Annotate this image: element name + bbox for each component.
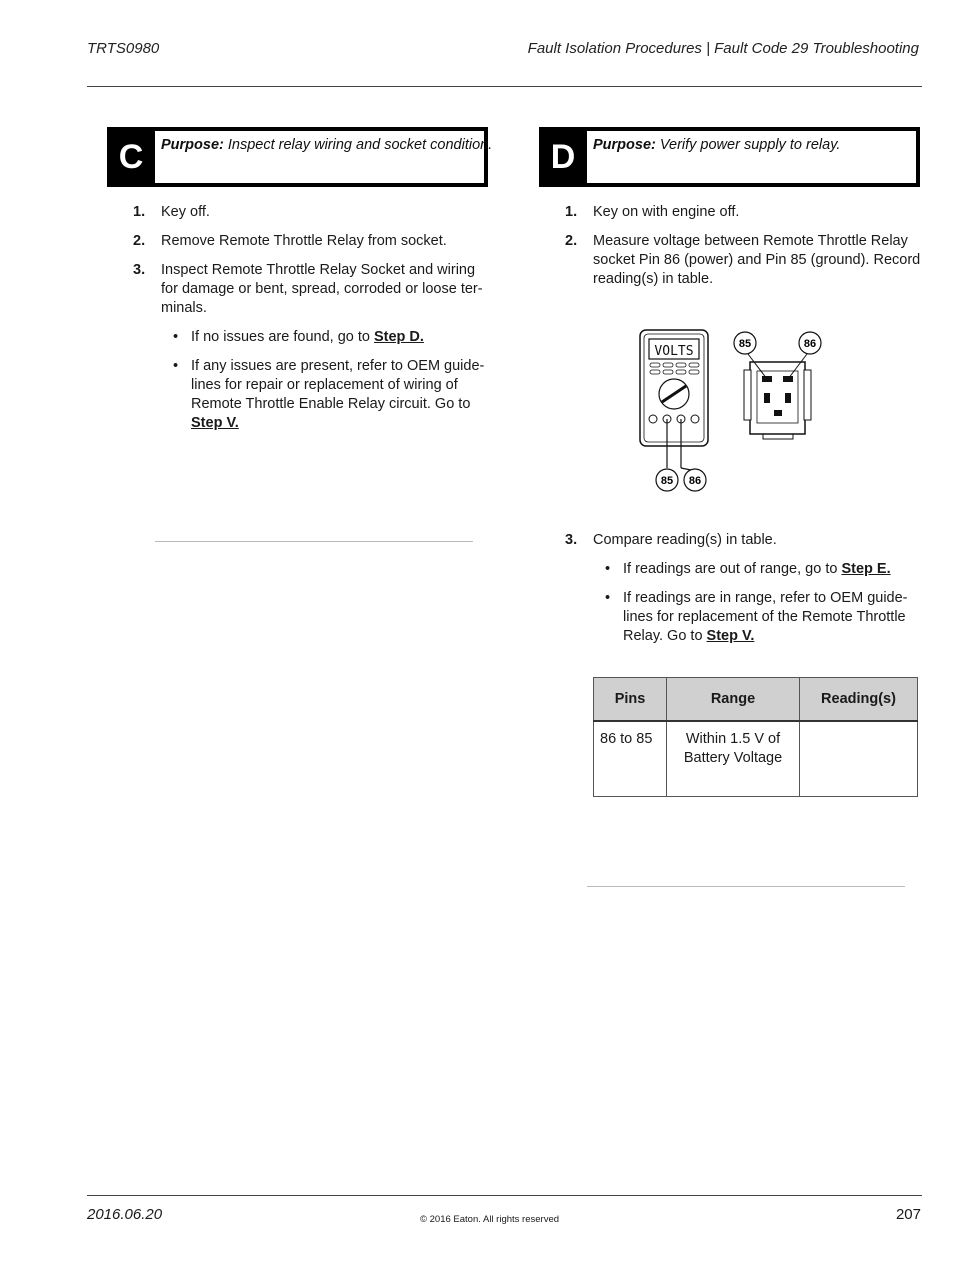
step-c-bullet-2: • If any issues are present, refer to OEM guide- lines for repair or replacement of wiring of Remote Throttle Enable Relay circuit. Go to Step V. (173, 358, 485, 431)
step-c-letter: C (107, 127, 155, 187)
footer-copyright: © 2016 Eaton. All rights reserved (419, 1214, 560, 1225)
step-c-purpose: Purpose: Inspect relay wiring and socket condition. (161, 137, 493, 153)
meter-display: VOLTS (654, 344, 694, 359)
step-d-purpose: Purpose: Verify power supply to relay. (593, 137, 841, 153)
cell-reading[interactable] (800, 721, 918, 797)
step-d-divider (587, 886, 905, 887)
col-pins: Pins (594, 678, 667, 722)
multimeter-relay-figure (635, 325, 835, 495)
page-number: 207 (895, 1206, 921, 1223)
cell-pins: 86 to 85 (594, 721, 667, 797)
col-range: Range (667, 678, 800, 722)
step-d-letter: D (539, 127, 587, 187)
readings-table (593, 677, 918, 797)
section-title: Fault Isolation Procedures | Fault Code 29 Troubleshooting (527, 40, 919, 57)
step-c-3: 3. Inspect Remote Throttle Relay Socket and wiring for damage or bent, spread, corroded or loose ter- minals. (133, 262, 483, 316)
header-rule (87, 86, 922, 87)
link-step-v[interactable]: Step V. (191, 415, 239, 431)
doc-id: TRTS0980 (87, 40, 160, 57)
table-row (594, 721, 918, 797)
col-readings: Reading(s) (800, 678, 918, 722)
link-step-d[interactable]: Step D. (373, 329, 424, 345)
svg-text:86: 86 (688, 475, 702, 487)
footer-date: 2016.06.20 (87, 1206, 163, 1223)
footer-rule (87, 1195, 922, 1196)
step-d-bullet-2: • If readings are in range, refer to OEM guide- lines for replacement of the Remote Throttle Relay. Go to Step V. (605, 590, 908, 644)
step-c-divider (155, 541, 473, 542)
step-c-box (107, 127, 493, 187)
svg-text:86: 86 (803, 338, 817, 350)
svg-text:85: 85 (738, 338, 752, 350)
link-step-v-2[interactable]: Step V. (706, 628, 755, 644)
step-d-box (539, 127, 920, 187)
svg-text:85: 85 (660, 475, 674, 487)
link-step-e[interactable]: Step E. (841, 561, 891, 577)
relay-socket-icon (744, 362, 811, 439)
step-d-2: 2. Measure voltage between Remote Throttle Relay socket Pin 86 (power) and Pin 85 (ground). Record reading(s) in table. (565, 233, 921, 287)
cell-range: Within 1.5 V of Battery Voltage (667, 721, 800, 797)
